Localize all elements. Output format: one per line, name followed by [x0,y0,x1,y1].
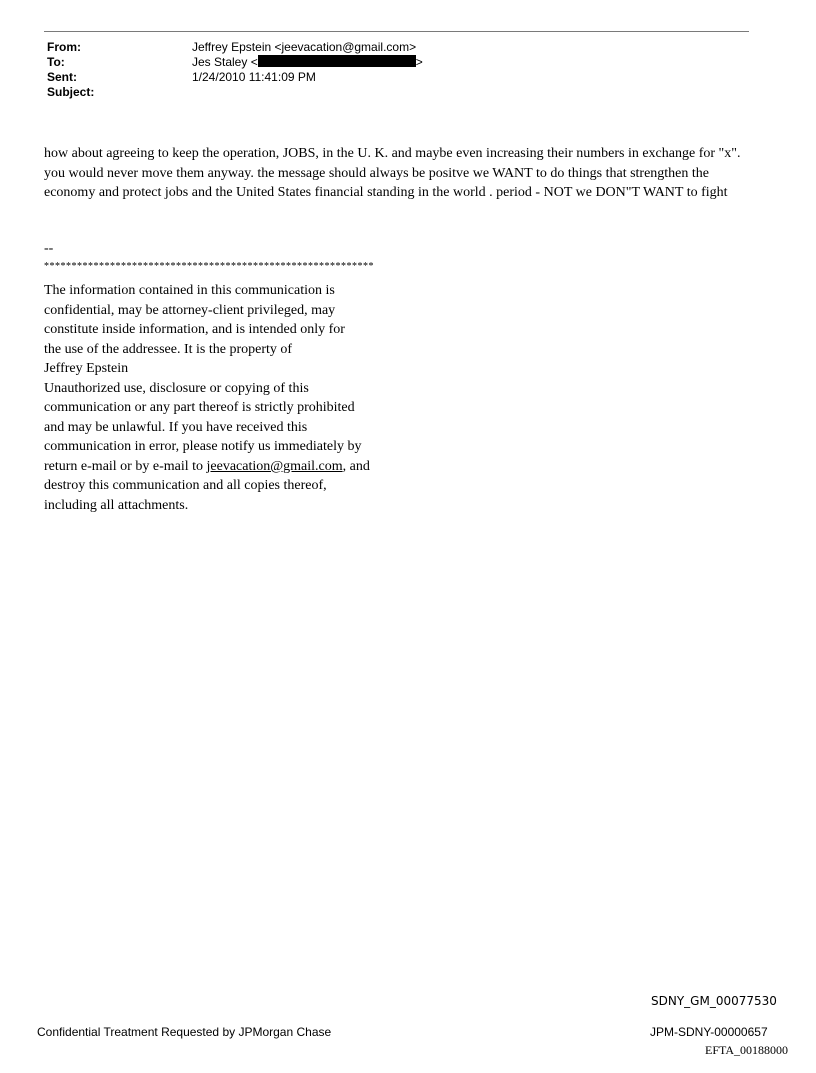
to-value [192,55,423,70]
sent-row [47,70,423,85]
disclaimer-line: The information contained in this communication is [44,283,335,298]
body-paragraph: how about agreeing to keep the operation, JOBS, in the U. K. and maybe even increasing their numbers in exchange for "x". you would never move them anyway. the message should always be positve we WANT to do things that strengthen the economy and protect jobs and the United States financial standing in the world . period - NOT we DON"T WANT to fight [44,146,741,200]
disclaimer-line-with-link [44,457,370,477]
disclaimer-line: including all attachments. [44,497,189,513]
redaction-box [258,55,416,67]
disclaimer-line: Jeffrey Epstein [44,361,129,376]
disclaimer-line: communication or any part thereof is strictly prohibited [44,400,355,415]
to-label: To: [47,55,65,69]
from-row [47,40,423,55]
from-label: From: [47,40,81,54]
subject-label: Subject: [47,85,95,99]
sent-label: Sent: [47,70,77,84]
to-close-bracket: > [415,55,423,69]
disclaimer-line: confidential, may be attorney-client privileged, may [44,302,336,318]
asterisk-divider: ************************************************************ [44,261,374,272]
email-body [44,144,754,203]
disclaimer-line: and may be unlawful. If you have received this [44,419,308,435]
disclaimer-line: the use of the addressee. It is the property of [44,341,293,357]
bates-number-sdny-gm: SDNY_GM_00077530 [651,994,777,1008]
from-value: Jeffrey Epstein <jeevacation@gmail.com> [192,40,417,54]
confidential-treatment-note: Confidential Treatment Requested by JPMorgan Chase [37,1025,332,1039]
sent-value: 1/24/2010 11:41:09 PM [192,70,316,84]
confidentiality-disclaimer [44,281,370,515]
bates-number-efta: EFTA_00188000 [705,1043,789,1057]
subject-row [47,85,423,100]
disclaimer-line: constitute inside information, and is intended only for [44,322,345,337]
email-link[interactable]: jeevacation@gmail.com [206,458,343,474]
return-suffix: , and [342,458,370,474]
to-row [47,55,423,70]
bates-number-jpm: JPM-SDNY-00000657 [650,1025,768,1039]
disclaimer-line: Unauthorized use, disclosure or copying of this [44,380,309,396]
to-name: Jes Staley < [192,55,258,69]
disclaimer-line: communication in error, please notify us immediately by [44,439,362,454]
header-divider [44,31,749,32]
email-header [47,40,423,100]
return-prefix: return e-mail or by e-mail to [44,458,207,474]
signature-separator: -- [44,241,54,256]
disclaimer-line: destroy this communication and all copies thereof, [44,478,327,493]
